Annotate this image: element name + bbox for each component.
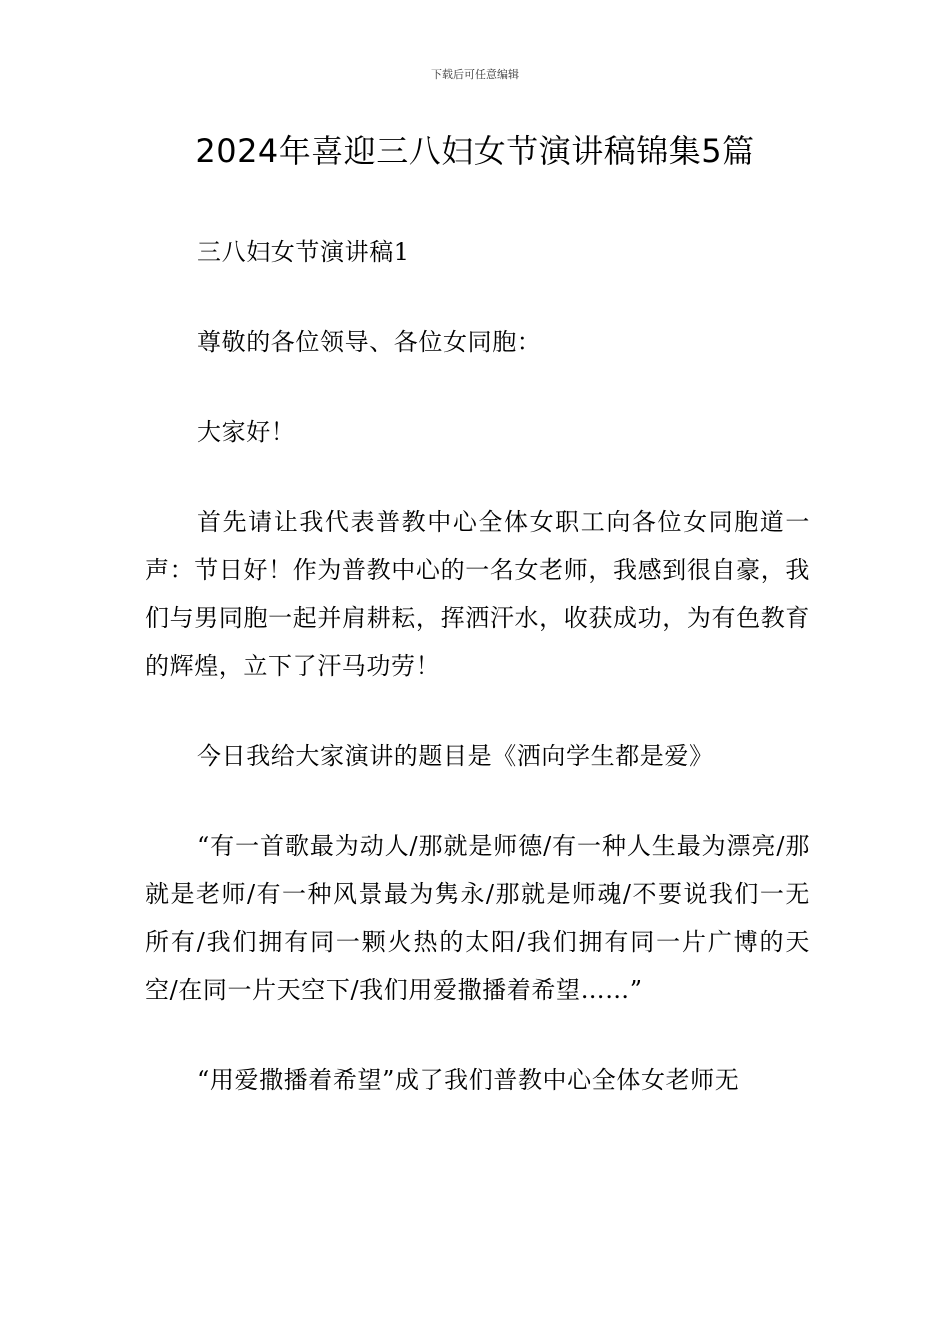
body-paragraph: 首先请让我代表普教中心全体女职工向各位女同胞道一声：节日好！作为普教中心的一名女老师，我感到很自豪，我们与男同胞一起并肩耕耘，挥洒汗水，收获成功，为有色教育的辉煌，立下了汗马功劳！ [145,508,810,680]
header-note: 下载后可任意编辑 [431,68,519,81]
body-paragraph: 今日我给大家演讲的题目是《洒向学生都是爱》 [197,742,714,770]
section-heading: 三八妇女节演讲稿1 [197,238,410,266]
salutation: 尊敬的各位领导、各位女同胞： [197,328,542,356]
document-body [145,228,810,1146]
body-paragraph: “用爱撒播着希望”成了我们普教中心全体女老师无 [197,1066,740,1094]
body-paragraph: “有一首歌最为动人/那就是师德/有一种人生最为漂亮/那就是老师/有一种风景最为隽永/那就是师魂/不要说我们一无所有/我们拥有同一颗火热的太阳/我们拥有同一片广博的天空/在同一片天空下/我们用爱撒播着希望……” [145,832,810,1004]
document-title: 2024年喜迎三八妇女节演讲稿锦集5篇 [195,132,755,170]
greeting: 大家好！ [197,418,296,446]
